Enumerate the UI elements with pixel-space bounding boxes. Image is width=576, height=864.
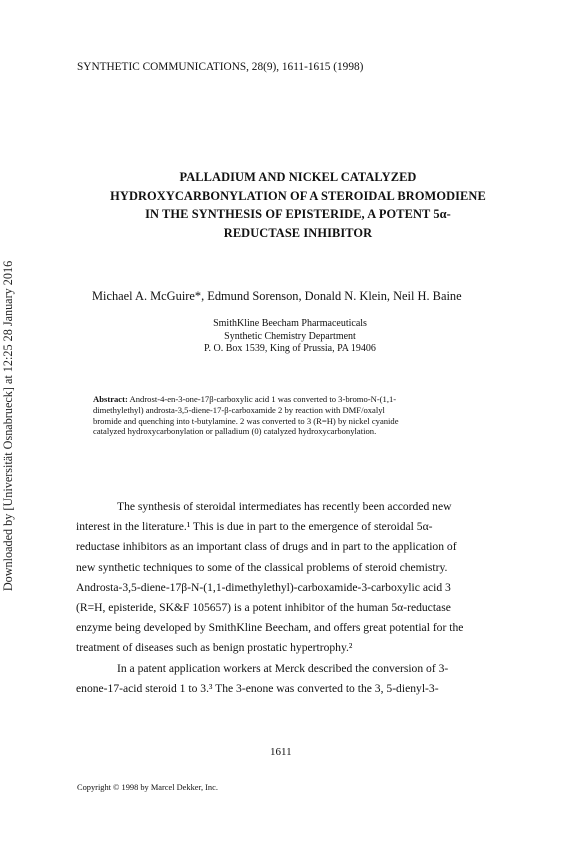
title-line: REDUCTASE INHIBITOR [223, 225, 373, 240]
page-number: 1611 [270, 746, 292, 758]
body-line: (R=H, episteride, SK&F 105657) is a potent inhibitor of the human 5α-reductase [76, 601, 451, 615]
affiliation-line: P. O. Box 1539, King of Prussia, PA 19406 [204, 343, 376, 354]
paper-title [60, 168, 536, 242]
affiliation-line: SmithKline Beecham Pharmaceuticals [213, 318, 367, 329]
body-line: In a patent application workers at Merck described the conversion of 3- [117, 661, 449, 675]
body-line: The synthesis of steroidal intermediates has recently been accorded new [117, 500, 452, 513]
title-line: HYDROXYCARBONYLATION OF A STEROIDAL BROMODIENE [110, 188, 486, 203]
abstract [93, 394, 513, 437]
title-line: PALLADIUM AND NICKEL CATALYZED [179, 170, 417, 184]
author-list: Michael A. McGuire*, Edmund Sorenson, Donald N. Klein, Neil H. Baine [92, 289, 462, 303]
copyright-notice: Copyright © 1998 by Marcel Dekker, Inc. [77, 783, 218, 792]
abstract-line [93, 394, 513, 405]
affiliation [120, 318, 460, 356]
abstract-line: catalyzed hydroxycarbonylation or palladium (0) catalyzed hydroxycarbonylation. [93, 426, 377, 437]
title-line: IN THE SYNTHESIS OF EPISTERIDE, A POTENT 5α- [145, 207, 451, 221]
journal-header: SYNTHETIC COMMUNICATIONS, 28(9), 1611-1615 (1998) [77, 61, 364, 73]
body-line: treatment of diseases such as benign prostatic hypertrophy.² [76, 641, 353, 655]
abstract-line: dimethylethyl) androsta-3,5-diene-17-β-carboxamide 2 by reaction with DMF/oxalyl [93, 404, 385, 415]
body-line: enzyme being developed by SmithKline Beecham, and offers great potential for the [76, 621, 464, 635]
body-text [76, 497, 522, 699]
body-line: Androsta-3,5-diene-17β-N-(1,1-dimethylethyl)-carboxamide-3-carboxylic acid 3 [76, 580, 451, 594]
body-line: reductase inhibitors as an important class of drugs and in part to the application of [76, 540, 457, 554]
body-line: interest in the literature.¹ This is due in part to the emergence of steroidal 5α- [76, 520, 433, 534]
body-line: new synthetic techniques to some of the classical problems of steroid chemistry. [76, 560, 448, 574]
abstract-text: Androst-4-en-3-one-17β-carboxylic acid 1 was converted to 3-bromo-N-(1,1- [127, 394, 397, 404]
body-line: enone-17-acid steroid 1 to 3.³ The 3-enone was converted to the 3, 5-dienyl-3- [76, 681, 439, 695]
abstract-line: bromide and quenching into t-butylamine. 2 was converted to 3 (R=H) by nickel cyanide [93, 415, 399, 426]
download-watermark: Downloaded by [Universität Osnabrueck] at 12:25 28 January 2016 [1, 260, 15, 592]
abstract-label: Abstract: [93, 394, 128, 404]
affiliation-line: Synthetic Chemistry Department [224, 330, 356, 342]
